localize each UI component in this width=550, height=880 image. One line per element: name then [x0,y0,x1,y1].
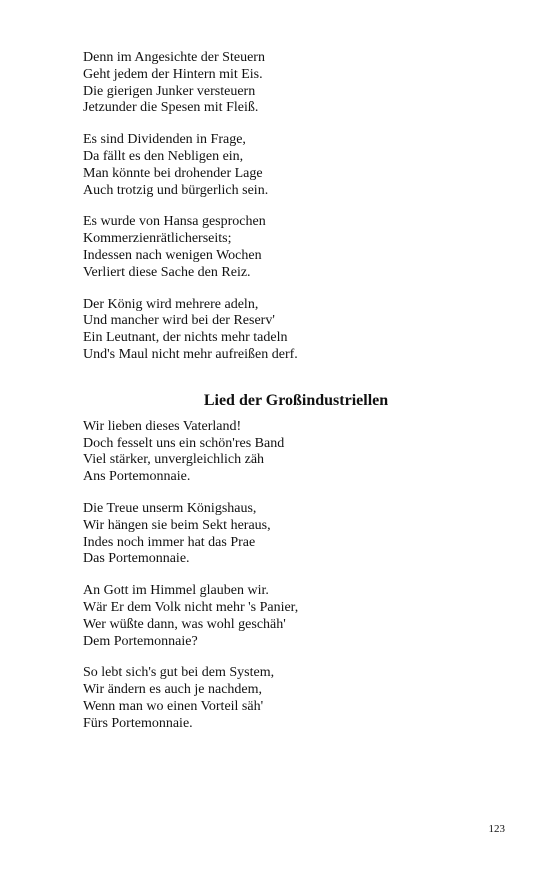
verse-line: Jetzunder die Spesen mit Fleiß. [83,100,259,116]
verse-line: Die Treue unserm Königshaus, [83,500,257,516]
stanza [83,132,483,199]
poem-continued [83,50,483,364]
verse-line: Der König wird mehrere adeln, [83,296,259,312]
stanza [83,501,483,568]
verse-line: An Gott im Himmel glauben wir. [83,583,269,599]
verse-line: Denn im Angesichte der Steuern [83,50,265,65]
verse-line: Die gierigen Junker versteuern [83,83,256,99]
verse-line: Verliert diese Sache den Reiz. [83,264,251,280]
verse-line: Es wurde von Hansa gesprochen [83,214,266,230]
page-number: 123 [488,823,505,835]
stanza [83,419,483,486]
verse-line: Dem Portemonnaie? [83,633,198,649]
verse-line: Und mancher wird bei der Reserv' [83,313,275,329]
verse-line: So lebt sich's gut bei dem System, [83,665,275,681]
verse-line: Und's Maul nicht mehr aufreißen derf. [83,346,298,362]
verse-line: Indes noch immer hat das Prae [83,534,256,550]
verse-line: Da fällt es den Nebligen ein, [83,148,244,164]
verse-line: Das Portemonnaie. [83,551,190,567]
verse-line: Ein Leutnant, der nichts mehr tadeln [83,330,288,346]
stanza [83,214,483,281]
verse-line: Wir lieben dieses Vaterland! [83,418,242,434]
verse-line: Wir ändern es auch je nachdem, [83,682,263,698]
page-content [83,50,483,748]
verse-line: Auch trotzig und bürgerlich sein. [83,182,269,198]
verse-line: Man könnte bei drohender Lage [83,165,263,181]
poem-title: Lied der Großindustriellen [203,391,389,409]
verse-line: Viel stärker, unvergleichlich zäh [83,452,265,468]
verse-line: Wer wüßte dann, was wohl geschäh' [83,616,286,632]
stanza [83,665,483,732]
poem-new [83,419,483,733]
verse-line: Indessen nach wenigen Wochen [83,247,262,263]
verse-line: Geht jedem der Hintern mit Eis. [83,66,263,82]
verse-line: Ans Portemonnaie. [83,469,191,485]
verse-line: Kommerzienrätlicherseits; [83,231,232,247]
verse-line: Es sind Dividenden in Frage, [83,132,246,148]
verse-line: Wär Er dem Volk nicht mehr 's Panier, [83,599,299,615]
stanza [83,297,483,364]
verse-line: Doch fesselt uns ein schön'res Band [83,435,285,451]
verse-line: Wenn man wo einen Vorteil säh' [83,698,264,714]
stanza [83,50,483,117]
stanza [83,583,483,650]
verse-line: Wir hängen sie beim Sekt heraus, [83,517,271,533]
verse-line: Fürs Portemonnaie. [83,715,193,731]
